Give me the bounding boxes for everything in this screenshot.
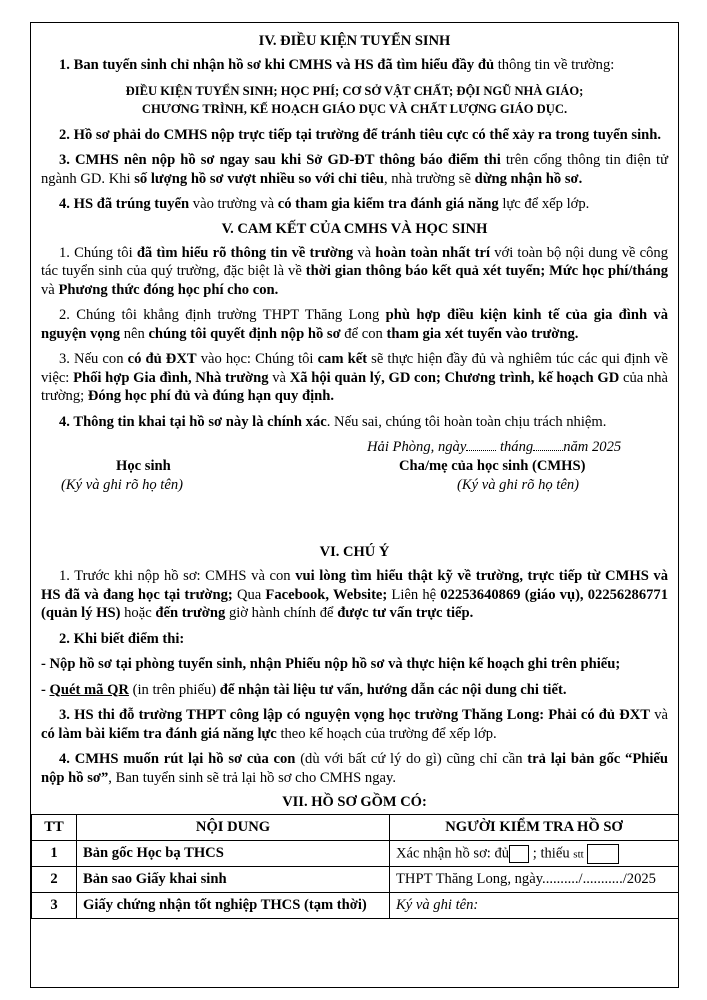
sec6-para-1: 1. Trước khi nộp hồ sơ: CMHS và con vui lòng tìm hiểu thật kỹ về trường, trực tiếp từ CMHS và HS đã và đang học tại trường; Qua Facebook, Website; Liên hệ 02253640869 (giáo vụ), 02256286771 (quản lý HS) hoặc đến trường giờ hành chính để được tư vấn trực tiếp.	[41, 568, 669, 621]
missing-item-box[interactable]	[587, 844, 619, 864]
row-check: Xác nhận hồ sơ: đủ ; thiếu stt	[390, 841, 679, 867]
sec5-para-4: 4. Thông tin khai tại hồ sơ này là chính xác. Nếu sai, chúng tôi hoàn toàn chịu trách nhiệm.	[59, 413, 607, 430]
sec4-para-1: 1. Ban tuyển sinh chỉ nhận hồ sơ khi CMHS và HS đã tìm hiểu đầy đủ thông tin về trường:	[59, 57, 615, 73]
table-row	[32, 893, 679, 919]
sec4-para-2: 2. Hồ sơ phải do CMHS nộp trực tiếp tại trường để tránh tiêu cực có thể xảy ra trong tuyển sinh.	[59, 126, 661, 143]
student-signature-note: (Ký và ghi rõ họ tên)	[61, 477, 183, 493]
row-check: THPT Thăng Long, ngày........../.........../2025	[390, 867, 679, 893]
sec4-para-3: 3. CMHS nên nộp hồ sơ ngay sau khi Sở GD-ĐT thông báo điểm thi trên cổng thông tin điện tử ngành GD. Khi số lượng hồ sơ vượt nhiều so với chỉ tiêu, nhà trường sẽ dừng nhận hồ sơ.	[41, 152, 669, 187]
row-content: Bản gốc Học bạ THCS	[77, 841, 390, 867]
section-4-title: IV. ĐIỀU KIỆN TUYỂN SINH	[258, 33, 451, 49]
sec5-para-1: 1. Chúng tôi đã tìm hiểu rõ thông tin về trường và hoàn toàn nhất trí với toàn bộ nội dung về công tác tuyển sinh của quý trường, đặc biệt là về thời gian thông báo kết quả xét tuyển; Mức học phí/tháng và Phương thức đóng học phí cho con.	[41, 244, 669, 298]
header-checker: NGƯỜI KIỂM TRA HỒ SƠ	[390, 815, 679, 841]
section-5-title: V. CAM KẾT CỦA CMHS VÀ HỌC SINH	[221, 220, 488, 237]
sec6-para-2: 2. Khi biết điểm thi:	[59, 630, 185, 647]
table-row	[32, 841, 679, 867]
row-tt: 1	[32, 841, 77, 867]
sec4-caps-line-1: ĐIỀU KIỆN TUYỂN SINH; HỌC PHÍ; CƠ SỞ VẬT CHẤT; ĐỘI NGŨ NHÀ GIÁO;	[125, 83, 584, 98]
header-content: NỘI DUNG	[77, 815, 390, 841]
parent-signature-note: (Ký và ghi rõ họ tên)	[457, 477, 579, 493]
sec6-para-4: 4. CMHS muốn rút lại hồ sơ của con (dù với bất cứ lý do gì) cũng chỉ cần trả lại bản gốc “Phiếu nộp hồ sơ”, Ban tuyển sinh sẽ trả lại hồ sơ cho CMHS ngay.	[41, 751, 668, 786]
row-tt: 3	[32, 893, 77, 919]
table-header-row	[32, 815, 679, 841]
signature-place-date: Hải Phòng, ngày tháng năm 2025	[367, 439, 622, 455]
sec6-item-submit: - Nộp hồ sơ tại phòng tuyển sinh, nhận Phiếu nộp hồ sơ và thực hiện kế hoạch ghi trên phiếu;	[41, 656, 621, 672]
row-check: Ký và ghi tên:	[390, 893, 679, 919]
row-content: Giấy chứng nhận tốt nghiệp THCS (tạm thời)	[77, 893, 390, 919]
sec6-item-qr: - Quét mã QR (in trên phiếu) để nhận tài liệu tư vấn, hướng dẫn các nội dung chi tiết.	[41, 681, 567, 698]
header-tt: TT	[32, 815, 77, 841]
signature-block	[41, 438, 668, 498]
section-6-title: VI. CHÚ Ý	[319, 544, 390, 560]
table-row	[32, 867, 679, 893]
sec4-caps-line-2: CHƯƠNG TRÌNH, KẾ HOẠCH GIÁO DỤC VÀ CHẤT LƯỢNG GIÁO DỤC.	[141, 102, 568, 116]
student-signature-label: Học sinh	[116, 458, 171, 474]
row-content: Bản sao Giấy khai sinh	[77, 867, 390, 893]
document-page	[30, 22, 679, 988]
row-tt: 2	[32, 867, 77, 893]
sec5-para-3: 3. Nếu con có đủ ĐXT vào học: Chúng tôi cam kết sẽ thực hiện đầy đủ và nghiêm túc các qui định về việc: Phối hợp Gia đình, Nhà trường và Xã hội quản lý, GD con; Chương trình, kế hoạch GD của nhà trường; Đóng học phí đủ và đúng hạn quy định.	[41, 351, 668, 404]
sec4-para-4: 4. HS đã trúng tuyển vào trường và có tham gia kiểm tra đánh giá năng lực để xếp lớp.	[59, 196, 590, 212]
sec6-para-3: 3. HS thi đỗ trường THPT công lập có nguyện vọng học trường Thăng Long: Phải có đủ ĐXT và có làm bài kiểm tra đánh giá năng lực theo kế hoạch của trường để xếp lớp.	[41, 707, 668, 742]
sec5-para-2: 2. Chúng tôi khẳng định trường THPT Thăng Long phù hợp điều kiện kinh tế của gia đình và nguyện vọng nên chúng tôi quyết định nộp hồ sơ để con tham gia xét tuyển vào trường.	[41, 307, 669, 342]
parent-signature-label: Cha/mẹ của học sinh (CMHS)	[399, 458, 586, 474]
documents-table	[31, 814, 679, 919]
enough-checkbox[interactable]	[509, 845, 529, 863]
section-7-title: VII. HỒ SƠ GỒM CÓ:	[282, 794, 427, 810]
